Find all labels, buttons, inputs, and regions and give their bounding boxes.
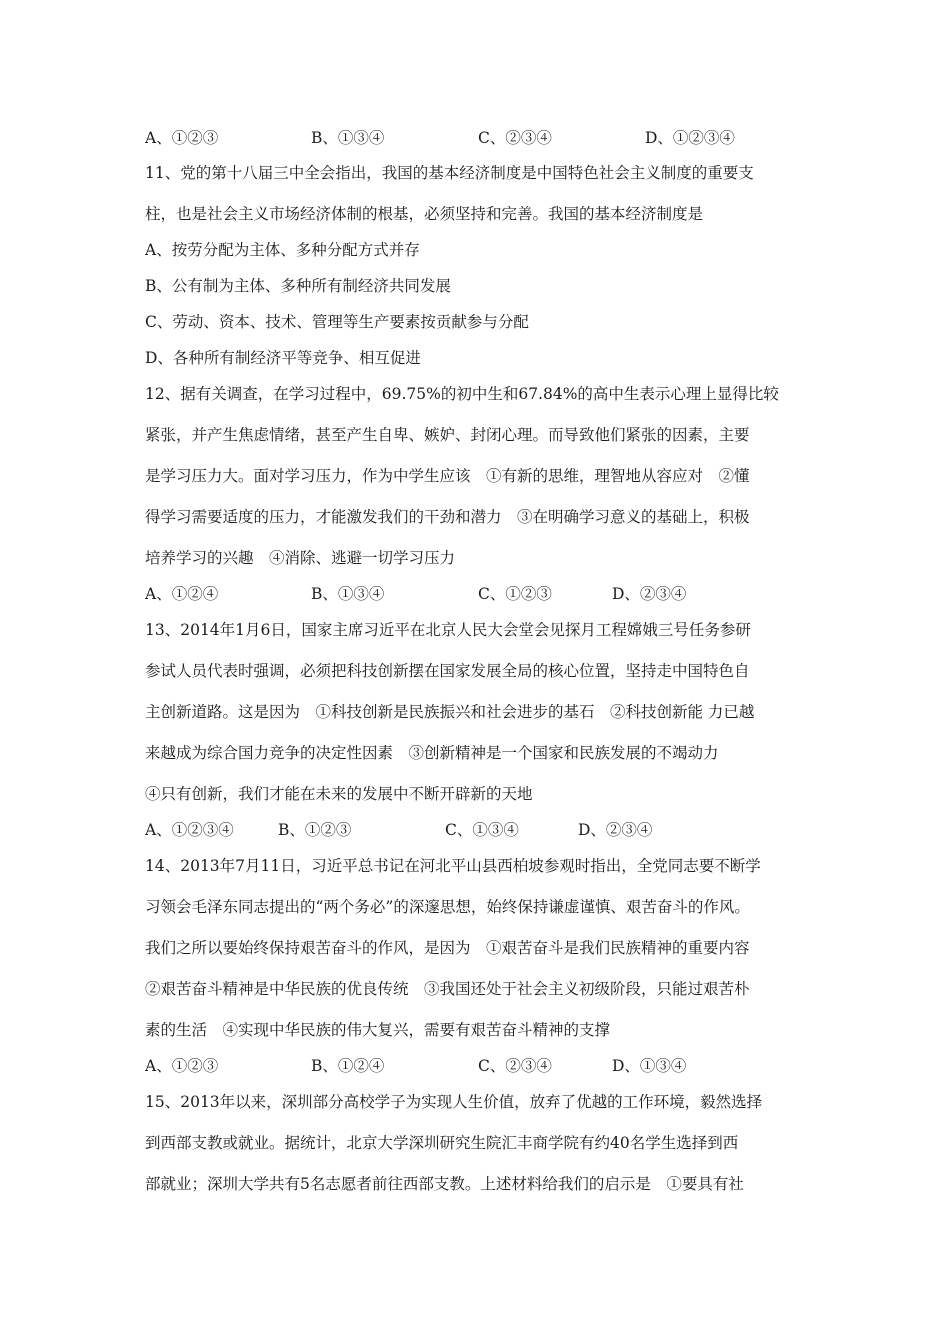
option-b: B、①②③ — [278, 821, 352, 839]
option-b: B、①③④ — [311, 129, 385, 147]
question-text-line: 是学习压力大。面对学习压力，作为中学生应该 ①有新的思维，理智地从容应对 ②懂 — [145, 467, 750, 485]
choice-b: B、公有制为主体、多种所有制经济共同发展 — [145, 277, 451, 295]
question-text-line: 参试人员代表时强调，必须把科技创新摆在国家发展全局的核心位置，坚持走中国特色自 — [145, 662, 750, 680]
choice-c: C、劳动、资本、技术、管理等生产要素按贡献参与分配 — [145, 313, 529, 331]
question-text-line: 来越成为综合国力竞争的决定性因素 ③创新精神是一个国家和民族发展的不竭动力 — [145, 744, 719, 762]
question-text-line: 12、据有关调查，在学习过程中，69.75%的初中生和67.84%的高中生表示心理上显得比较 — [145, 385, 779, 403]
question-text-line: 部就业；深圳大学共有5名志愿者前往西部支教。上述材料给我们的启示是 ①要具有社 — [145, 1175, 744, 1193]
option-d: D、②③④ — [578, 821, 653, 839]
question-text-line: 培养学习的兴趣 ④消除、逃避一切学习压力 — [145, 549, 456, 567]
option-b: B、①③④ — [311, 585, 385, 603]
option-b: B、①②④ — [311, 1057, 385, 1075]
option-c: C、①②③ — [478, 585, 552, 603]
option-d: D、①②③④ — [645, 129, 735, 147]
question-text-line: 柱，也是社会主义市场经济体制的根基，必须坚持和完善。我国的基本经济制度是 — [145, 205, 704, 223]
option-a: A、①②④ — [145, 585, 219, 603]
question-text-line: 素的生活 ④实现中华民族的伟大复兴，需要有艰苦奋斗精神的支撑 — [145, 1021, 611, 1039]
question-text-line: 习领会毛泽东同志提出的“两个务必”的深邃思想，始终保持谦虚谨慎、艰苦奋斗的作风。 — [145, 898, 750, 916]
question-text-line: ②艰苦奋斗精神是中华民族的优良传统 ③我国还处于社会主义初级阶段，只能过艰苦朴 — [145, 980, 750, 998]
question-text-line: 13、2014年1月6日，国家主席习近平在北京人民大会堂会见探月工程嫦娥三号任务参研 — [145, 621, 751, 639]
option-c: C、②③④ — [478, 129, 552, 147]
option-a: A、①②③④ — [145, 821, 234, 839]
question-text-line: 到西部支教或就业。据统计，北京大学深圳研究生院汇丰商学院有约40名学生选择到西 — [145, 1134, 739, 1152]
question-text-line: 15、2013年以来，深圳部分高校学子为实现人生价值，放弃了优越的工作环境，毅然选择 — [145, 1093, 763, 1111]
option-a: A、①②③ — [145, 129, 219, 147]
question-text-line: 紧张，并产生焦虑情绪，甚至产生自卑、嫉妒、封闭心理。而导致他们紧张的因素，主要 — [145, 426, 750, 444]
question-text-line: 14、2013年7月11日，习近平总书记在河北平山县西柏坡参观时指出，全党同志要不断学 — [145, 857, 761, 875]
question-text-line: 得学习需要适度的压力，才能激发我们的干劲和潜力 ③在明确学习意义的基础上，积极 — [145, 508, 750, 526]
option-a: A、①②③ — [145, 1057, 219, 1075]
option-d: D、①③④ — [612, 1057, 687, 1075]
question-text-line: 主创新道路。这是因为 ①科技创新是民族振兴和社会进步的基石 ②科技创新能 力已越 — [145, 703, 755, 721]
question-text-line: 11、党的第十八届三中全会指出，我国的基本经济制度是中国特色社会主义制度的重要支 — [145, 164, 754, 182]
question-text-line: ④只有创新，我们才能在未来的发展中不断开辟新的天地 — [145, 785, 533, 803]
choice-a: A、按劳分配为主体、多种分配方式并存 — [145, 241, 420, 259]
option-d: D、②③④ — [612, 585, 687, 603]
question-text-line: 我们之所以要始终保持艰苦奋斗的作风，是因为 ①艰苦奋斗是我们民族精神的重要内容 — [145, 939, 750, 957]
option-c: C、②③④ — [478, 1057, 552, 1075]
choice-d: D、各种所有制经济平等竞争、相互促进 — [145, 349, 421, 367]
option-c: C、①③④ — [445, 821, 519, 839]
